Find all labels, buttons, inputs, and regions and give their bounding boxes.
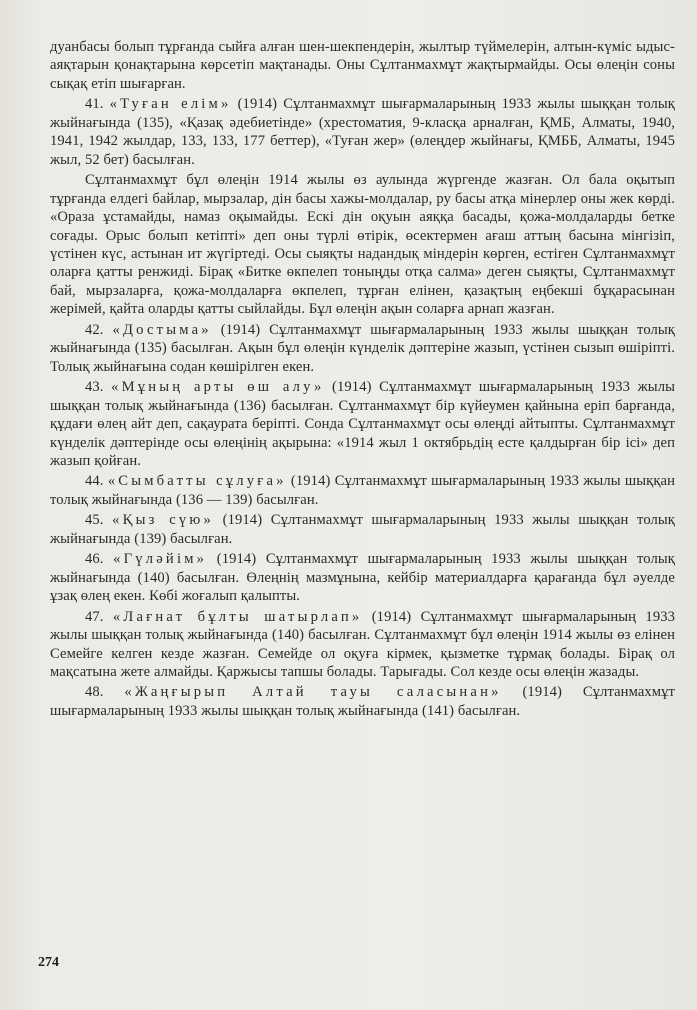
entry-44 bbox=[50, 472, 675, 509]
entry-48 bbox=[50, 683, 675, 720]
paragraph-text: дуанбасы болып тұрғанда сыйға алған шен-шекпендерін, жылтыр түймелерін, алтын-күміс ыдыс-аяқтарын қонақтарына көрсетіп мақтанады. Оны Сұлтанмахмұт жақтырмайды. Осы өлеңін соны сықақ етіп шығарған. bbox=[50, 39, 675, 92]
entry-title: «Лағнат бұлты шатырлап» bbox=[112, 608, 363, 625]
entry-number: 41. bbox=[85, 96, 104, 113]
entry-title: «Қыз сүю» bbox=[112, 512, 215, 529]
entry-text: (1914) Сұлтанмахмұт шығармаларының 1933 жылы шыққан толық жыйнағында (139) басылған. bbox=[50, 512, 675, 547]
entry-text: (1914) Сұлтанмахмұт шығармаларының 1933 жылы шыққан толық жыйнағында (135) басылған. Ақын бұл өлеңін күнделік дәптеріне жазып, үстінен сызып өшіріпті. Толық жыйнағына содан көшірілген екен. bbox=[50, 321, 675, 375]
page-number: 274 bbox=[38, 955, 59, 970]
entry-46 bbox=[50, 550, 675, 605]
entry-43 bbox=[50, 378, 675, 470]
paragraph-text: Сұлтанмахмұт бұл өлеңін 1914 жылы өз аулында жүргенде жазған. Ол бала оқытып тұрғанда елдегі байлар, мырзалар, дін басы хажы-молдалар, ру басы атқа мінерлер оны жек көрді. «Ораза ұстамайды, намаз оқымайды. Ескі дін оқуын аяққа басады, қожа-молдаларды бетке соғады. Орыс болып кетіпті» деп оны түрлі өтірік, өсектермен ағаш аттың басына мінгізіп, үстінен күс, астынан ит жүгіртеді. Осы сыяқты надандық міндерін көрген, естіген Сұлтанмахмұт оларға қатты ренжиді. Бірақ «Битке өкпелеп тоныңды отқа салма» деген сыяқты, Сұлтанмахмұт бай, мырзаларға, қожа-молдаларға өкпелеп, тұрған елінен, қазақтың еңбекші бұқарасынан жерімей, қайта оларды қатты сыйлайды. Бұл өлеңін ақын соларға арнап жазған. bbox=[50, 172, 675, 318]
entry-text: (1914) Сұлтанмахмұт шығармаларының 1933 жылы шыққан толық жыйнағында (136) басылған. Сұлтанмахмұт бір күйеумен қайнына еріп барғанда, құдағи өлең айт деп, сақаурата беріпті. Сонда Сұлтанмахмұт осы өлеңді айтыпты. Сұлтанмахмұт күнделік дәптерінде осы өлеңінің ақырына: «1914 жыл 1 октябрьдің есте қалдырған бір ісі» деп жазып қойған. bbox=[50, 379, 675, 469]
entry-42 bbox=[50, 321, 675, 376]
entry-41-commentary bbox=[50, 171, 675, 319]
entry-41 bbox=[50, 95, 675, 169]
entry-title: «Достыма» bbox=[112, 321, 212, 338]
entry-text: (1914) Сұлтанмахмұт шығармаларының 1933 жылы шыққан толық жыйнағында (135), «Қазақ әдебиетінде» (хрестоматия, 9-класқа арналған, ҚМБ, Алматы, 1940, 1941, 1942 жылдар, 133, 133, 177 беттер), «Туған жер» (өлеңдер жыйнағы, ҚМББ, Алматы, 1945 жыл, 52 бет) басылған. bbox=[50, 96, 675, 168]
entry-number: 44. bbox=[85, 473, 104, 490]
entry-text: (1914) Сұлтанмахмұт шығармаларының 1933 жылы шыққан толық жыйнағында (140) басылған. Сұлтанмахмұт бұл өлеңін 1914 жылы өз елінен Семейге келген кезде жазған. Семейде ол оқуға кірмек, қызметке тұрмақ болады. Бірақ ол мақсатына жете алмайды. Қаржысы тапшы болады. Тарығады. Сол кезде осы өлеңін жазады. bbox=[50, 608, 676, 680]
entry-text: (1914) Сұлтанмахмұт шығармаларының 1933 жылы шыққан толық жыйнағында (141) басылған. bbox=[50, 684, 676, 719]
entry-number: 47. bbox=[85, 608, 104, 625]
entry-text: (1914) Сұлтанмахмұт шығармаларының 1933 жылы шыққан толық жыйнағында (136 — 139) басылған. bbox=[50, 473, 675, 508]
entry-title: «Туған елім» bbox=[109, 96, 232, 113]
entry-number: 43. bbox=[85, 379, 104, 396]
entry-title: «Жаңғырып Алтай тауы саласынан» bbox=[124, 684, 502, 701]
entry-number: 45. bbox=[85, 512, 104, 529]
entry-text: (1914) Сұлтанмахмұт шығармаларының 1933 жылы шыққан толық жыйнағында (140) басылған. Өлеңнің мазмұнына, кейбір материалдарға қарағанда бұл әуелде ұзақ өлең екен. Көбі жоғалып қалыпты. bbox=[50, 551, 675, 605]
page-text bbox=[50, 38, 675, 722]
entry-47 bbox=[50, 608, 675, 682]
entry-number: 42. bbox=[85, 321, 104, 338]
entry-title: «Мұның арты өш алу» bbox=[111, 379, 325, 396]
entry-number: 46. bbox=[85, 551, 104, 568]
entry-45 bbox=[50, 511, 675, 548]
paragraph-continued bbox=[50, 38, 675, 93]
entry-title: «Сымбатты сұлуға» bbox=[107, 473, 287, 490]
entry-title: «Гүләйім» bbox=[113, 551, 208, 568]
entry-number: 48. bbox=[85, 684, 104, 701]
